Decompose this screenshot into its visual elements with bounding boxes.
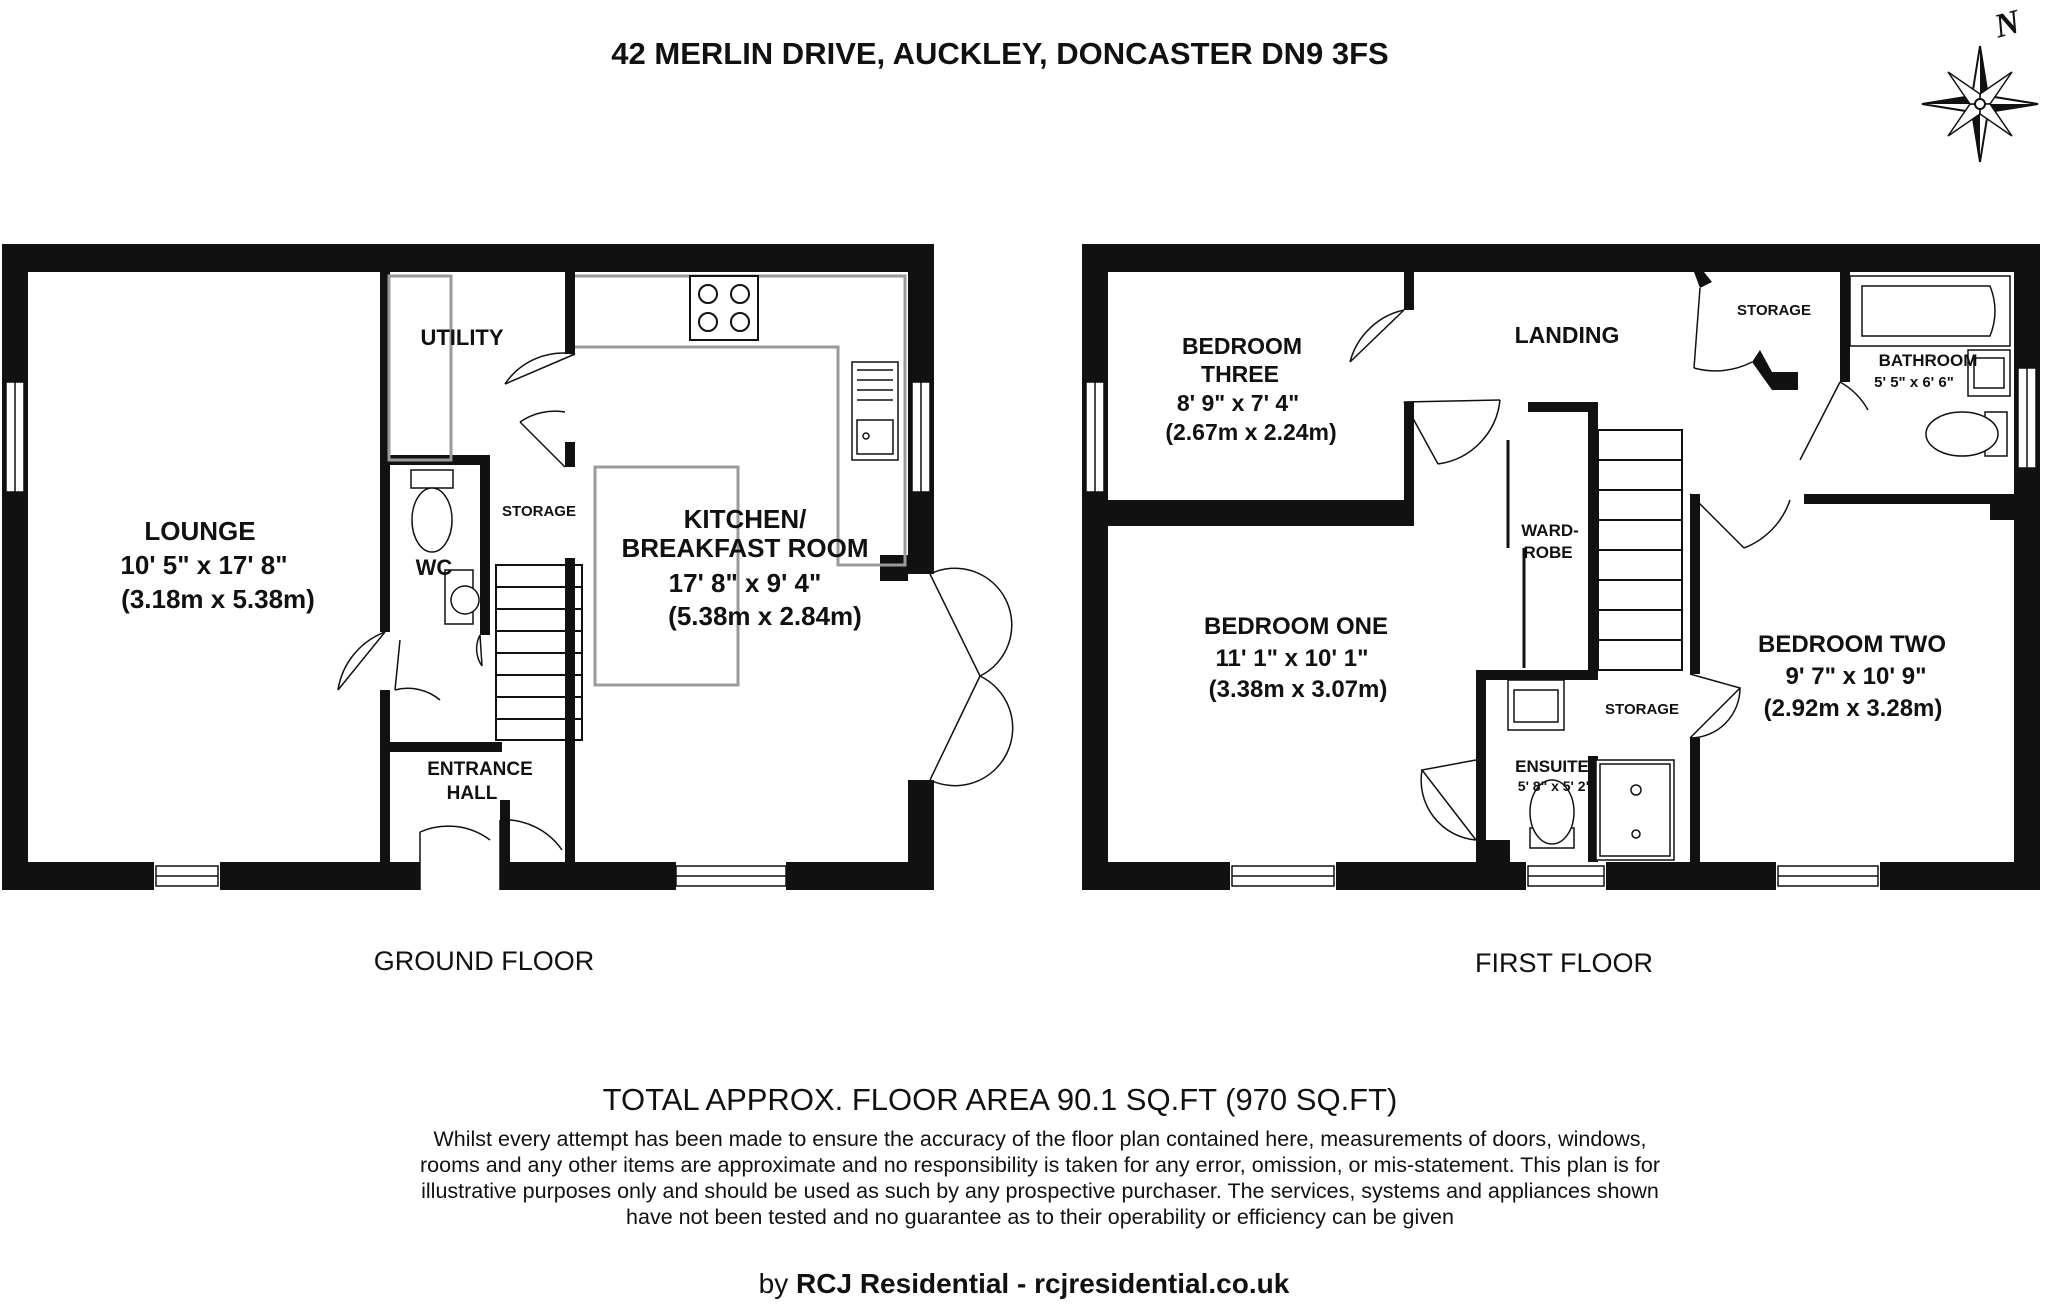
kitchen-size-imperial: 17' 8" x 9' 4"	[668, 568, 822, 598]
hob-icon	[690, 276, 758, 340]
entrance-hall-name-line2: HALL	[446, 783, 498, 804]
compass-icon	[1922, 3, 2038, 162]
first-floor-plan	[1082, 244, 2040, 978]
footer-prefix: by	[758, 1268, 789, 1299]
footer-company-link[interactable]: RCJ Residential - rcjresidential.co.uk	[796, 1268, 1290, 1299]
bedroom-one-name: BEDROOM ONE	[1203, 613, 1389, 640]
bedroom-three-name-line2: THREE	[1201, 361, 1279, 387]
lounge-size-metric: (3.18m x 5.38m)	[121, 584, 315, 614]
toilet-icon	[1926, 412, 2007, 456]
bedroom-one-size-metric: (3.38m x 3.07m)	[1208, 676, 1388, 703]
kitchen-name-line2: BREAKFAST ROOM	[621, 533, 869, 563]
bedroom-three-size-metric: (2.67m x 2.24m)	[1165, 419, 1337, 445]
ground-floor-plan	[2, 244, 1013, 976]
wardrobe-name-line1: WARD-	[1521, 521, 1579, 540]
landing-name: LANDING	[1514, 322, 1620, 348]
compass-letter: N	[1990, 3, 2024, 46]
wc-name: WC	[415, 555, 453, 580]
bedroom-two-size-metric: (2.92m x 3.28m)	[1763, 695, 1943, 722]
lounge-name: LOUNGE	[144, 516, 256, 546]
first-storage-mid-name: STORAGE	[1605, 701, 1679, 718]
total-floor-area: TOTAL APPROX. FLOOR AREA 90.1 SQ.FT (970 SQ.FT)	[602, 1082, 1398, 1117]
first-storage-top-name: STORAGE	[1737, 302, 1811, 319]
toilet-icon	[411, 470, 453, 552]
bedroom-two-size-imperial: 9' 7" x 10' 9"	[1785, 663, 1927, 690]
kitchen-name-line1: KITCHEN/	[683, 504, 807, 534]
bathroom-size: 5' 5" x 6' 6"	[1874, 374, 1954, 391]
ensuite-size: 5' 8" x 5' 2"	[1517, 778, 1593, 794]
entrance-hall-name-line1: ENTRANCE	[427, 759, 533, 780]
ground-storage-name: STORAGE	[502, 503, 576, 520]
first-floor-caption: FIRST FLOOR	[1474, 948, 1654, 978]
bedroom-two-name: BEDROOM TWO	[1758, 631, 1946, 658]
ensuite-name: ENSUITE	[1515, 757, 1589, 776]
utility-name: UTILITY	[420, 325, 504, 350]
sink-icon	[852, 362, 898, 460]
lounge-size-imperial: 10' 5" x 17' 8"	[120, 550, 288, 580]
ground-floor-caption: GROUND FLOOR	[373, 946, 595, 976]
bedroom-three-size-imperial: 8' 9" x 7' 4"	[1176, 390, 1300, 416]
page-title: 42 MERLIN DRIVE, AUCKLEY, DONCASTER DN9 3FS	[611, 36, 1389, 71]
wardrobe-name-line2: ROBE	[1523, 543, 1573, 562]
bathroom-name: BATHROOM	[1878, 351, 1978, 370]
footer-credit	[0, 1268, 2048, 1300]
bedroom-one-size-imperial: 11' 1" x 10' 1"	[1215, 645, 1369, 672]
bedroom-three-name-line1: BEDROOM	[1181, 333, 1303, 359]
kitchen-size-metric: (5.38m x 2.84m)	[668, 601, 862, 631]
disclaimer-text: Whilst every attempt has been made to ensure the accuracy of the floor plan contained here, measurements of doors, windows, rooms and any other items are approximate and no responsibility is taken for any error, omission, or mis-statement. This plan is for illustrative purposes only and should be used as such by any prospective purchaser. The services, systems and appliances shown have not been tested and no guarantee as to their operability or efficiency can be given	[420, 1127, 1660, 1229]
